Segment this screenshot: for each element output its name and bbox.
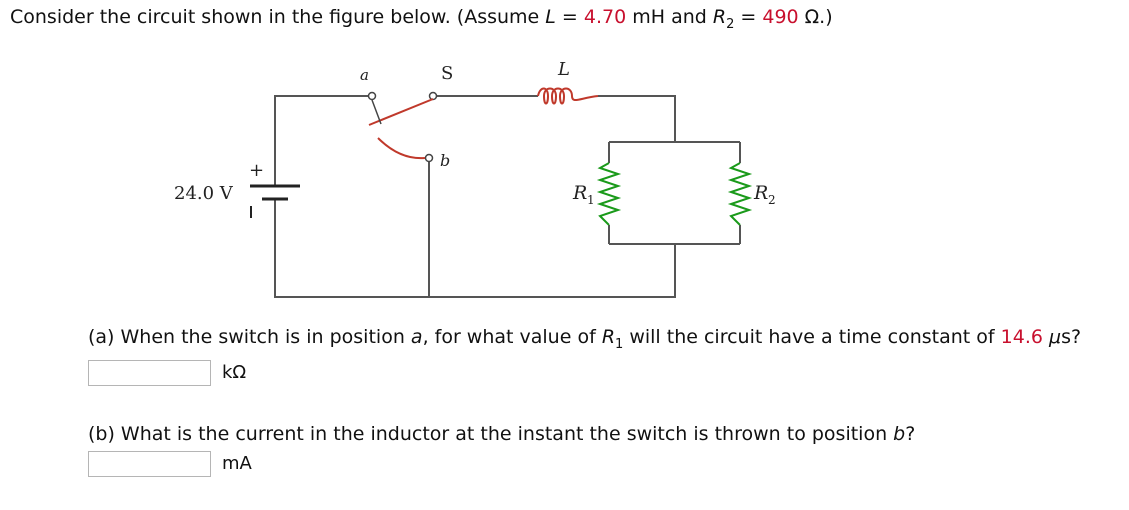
label-r2-sub: 2 [768, 193, 776, 207]
terminal-b [426, 155, 433, 162]
switch-lever [369, 99, 433, 125]
r2-value: 490 [762, 6, 799, 28]
position-a: a [410, 326, 423, 348]
answer-a-unit: kΩ [222, 362, 247, 383]
equals-sign: = [734, 6, 763, 28]
r2-subscript: 2 [726, 16, 735, 32]
battery [250, 186, 300, 199]
answer-b-unit: mA [222, 453, 252, 474]
switch [369, 93, 437, 162]
label-voltage: 24.0 V [174, 183, 233, 204]
seconds-unit: s [1061, 326, 1072, 348]
terminal-s [430, 93, 437, 100]
r1-symbol: R [601, 326, 616, 348]
r2-symbol: R [712, 6, 727, 28]
label-s: S [441, 63, 454, 84]
intro-text: Consider the circuit shown in the figure below. (Assume [10, 6, 546, 28]
terminal-a [369, 93, 376, 100]
switch-arc [378, 138, 425, 158]
label-r1-sub: 1 [587, 193, 595, 207]
inductance-unit: mH and [626, 6, 713, 28]
wire-inductor-to-right [598, 96, 675, 142]
label-r1: R [573, 182, 588, 204]
resistor-r1 [600, 163, 618, 225]
equals-sign: = [555, 6, 584, 28]
label-a: a [360, 66, 369, 84]
answer-b-input[interactable] [88, 451, 211, 477]
label-plus: + [249, 160, 265, 181]
question-a: (a) When the switch is in position a, for what value of $R_1$ will the circuit have a time constant of 14.6 μs? [88, 326, 1082, 352]
switch-pivot [372, 100, 381, 124]
resistor-r2 [731, 163, 749, 225]
position-b: b [893, 423, 906, 445]
label-r2: R [754, 182, 769, 204]
wire-parallel-to-bottom [275, 200, 675, 297]
label-l: L [558, 59, 570, 80]
answer-a-input[interactable] [88, 360, 211, 386]
wire-left-top [275, 96, 372, 186]
micro-prefix: μ [1042, 326, 1062, 348]
question-b: (b) What is the current in the inductor at the instant the switch is thrown to position b? [88, 423, 916, 445]
label-b: b [440, 151, 451, 170]
inductance-value: 4.70 [583, 6, 627, 28]
time-constant-value: 14.6 [1000, 326, 1043, 348]
inductor-coil [538, 89, 598, 104]
r1-subscript: 1 [615, 336, 624, 352]
r2-unit: Ω.) [798, 6, 833, 28]
inductance-symbol: L [545, 6, 556, 28]
